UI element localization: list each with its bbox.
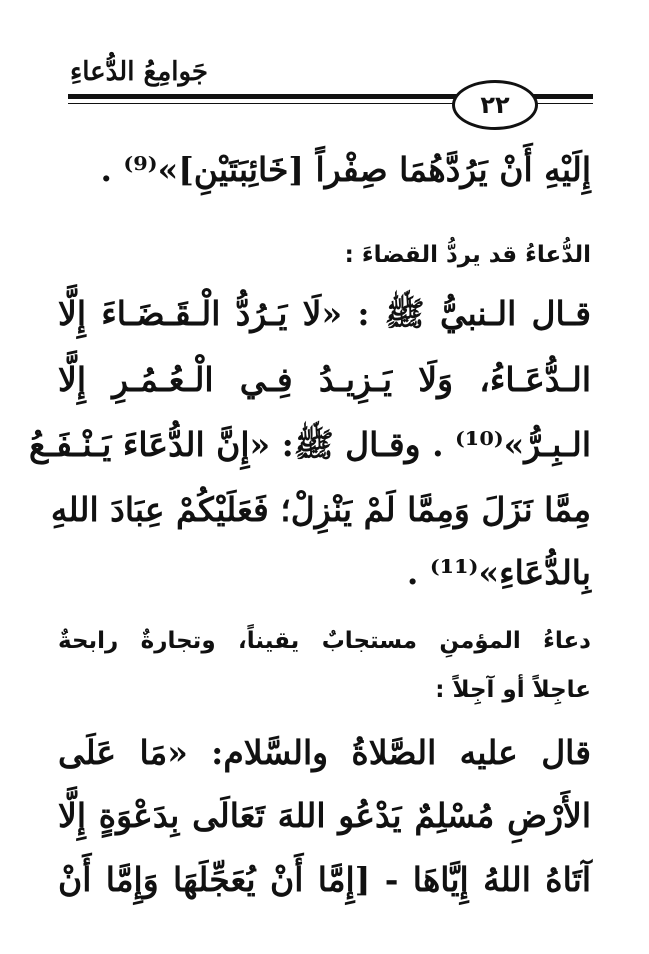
- text-line-2: قـال الـنبيُّ ﷺ : «لَا يَـرُدُّ الْـقَـضَـاءَ إِلَّا: [58, 294, 591, 333]
- text-line-9: آتَاهُ اللهُ إِيَّاهَا - [إِمَّا أَنْ يُعَجِّلَهَا وَإِمَّا أَنْ: [58, 860, 591, 899]
- text-line-4: الـبِـرُّ»⁽¹⁰⁾ . وقـال ﷺ: «إِنَّ الدُّعَاءَ يَـنْـفَـعُ: [28, 425, 591, 464]
- text-line-3: الـدُّعَـاءُ، وَلَا يَـزِيـدُ فِـي الْـعُـمُـرِ إِلَّا: [58, 360, 591, 399]
- text-line-6: بِالدُّعَاءِ»⁽¹¹⁾ .: [406, 553, 591, 592]
- text-line-8: الأَرْضِ مُسْلِمٌ يَدْعُو اللهَ تَعَالَى بِدَعْوَةٍ إِلَّا: [58, 796, 591, 835]
- text-line-5: مِمَّا نَزَلَ وَمِمَّا لَمْ يَنْزِلْ؛ فَعَلَيْكُمْ عِبَادَ اللهِ: [50, 490, 591, 529]
- section-heading-1: الدُّعاءُ قد يردُّ القضاءَ :: [344, 242, 591, 268]
- page-number-badge: ٢٢: [452, 80, 538, 130]
- text-line-1: إِلَيْهِ أَنْ يَرُدَّهُمَا صِفْراً [خَائِبَتَيْنِ]»⁽⁹⁾ .: [100, 150, 591, 189]
- text-line-7: قال عليه الصَّلاةُ والسَّلام: «مَا عَلَى: [58, 733, 591, 772]
- section-heading-2-line-2: عاجِلاً أو آجِلاً :: [435, 677, 591, 703]
- running-header-title: جَوامِعُ الدُّعاءِ: [70, 57, 208, 87]
- section-heading-2-line-1: دعاءُ المؤمنِ مستجابٌ يقيناً، وتجارةٌ رابحةٌ: [58, 628, 591, 654]
